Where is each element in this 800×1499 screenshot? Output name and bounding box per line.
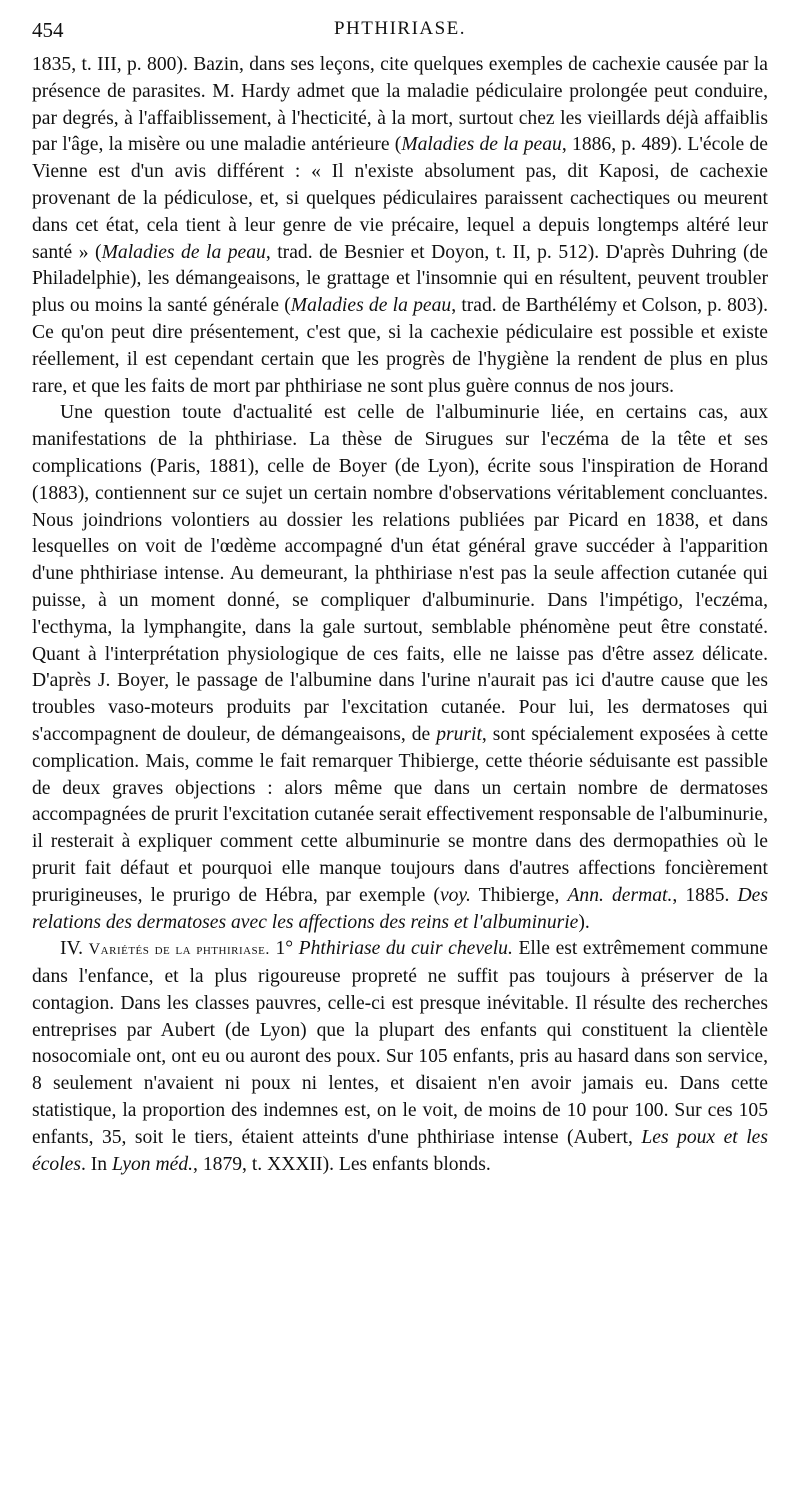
paragraph bbox=[32, 400, 768, 936]
text-run: 1° bbox=[269, 938, 299, 960]
text-run: , trad. de Barthélémy et Colson, p. 803). Ce qu'on peut dire présentement, c'est que, si la cachexie pédiculaire est possible et existe réellement, il est cependant certain que les progrès de l'hygiène la rendent de plus en plus rare, et que les faits de mort par phthiriase ne sont plus guère connus de nos jours. bbox=[32, 295, 768, 397]
paragraph bbox=[32, 52, 768, 400]
italic-text: prurit bbox=[436, 723, 482, 745]
text-run: Elle est extrêmement commune dans l'enfance, et la plus rigoureuse propreté ne suffit pas toujours à préserver de la contagion. Dans les classes pauvres, celle-ci est presque inévitable. Il résulte des recherches entreprises par Aubert (de Lyon) que la plupart des enfants qui constituent la clientèle nosocomiale ont, ont eu ou auront des poux. Sur 105 enfants, pris au hasard dans son service, 8 seulement n'avaient ni poux ni lentes, et disaient n'en avoir jamais eu. Dans cette statistique, la proportion des indemnes est, on le voit, de moins de 10 pour 100. Sur ces 105 enfants, 35, soit le tiers, étaient atteints d'une phthiriase intense (Aubert, bbox=[32, 938, 769, 1148]
italic-text: Phthiriase du cuir chevelu. bbox=[298, 938, 513, 960]
section-heading: Variétés de la phthiriase. bbox=[88, 941, 270, 959]
text-run: , 1886, p. 489). L'école de Vienne est d'un avis différent : « Il n'existe absolument pas, dit Kaposi, de cachexie provenant de la pédiculose, et, si quelques pédiculaires paraissent cachectiques ou meurent dans cet état, cela tient à leur genre de vie précaire, lequel a depuis longtemps altéré leur santé » ( bbox=[32, 134, 768, 263]
text-run: , trad. de Besnier et Doyon, t. II, p. 512). D'après Duhring (de Philadelphie), les démangeaisons, le grattage et l'insomnie qui en résultent, peuvent troubler plus ou moins la santé générale ( bbox=[32, 241, 768, 317]
italic-text: Des relations des dermatoses avec les affections des reins et l'albuminurie bbox=[32, 884, 768, 933]
italic-text: Maladies de la peau bbox=[401, 134, 562, 156]
text-run: , 1885. bbox=[672, 884, 738, 906]
italic-text: Ann. dermat. bbox=[567, 884, 673, 906]
text-run: Thibierge, bbox=[470, 884, 568, 906]
paragraph bbox=[32, 936, 768, 1178]
italic-text: Lyon méd. bbox=[112, 1153, 194, 1175]
book-page bbox=[32, 18, 768, 1178]
text-run: 1835, t. III, p. 800). Bazin, dans ses leçons, cite quelques exemples de cachexie causée par la présence de parasites. M. Hardy admet que la maladie pédiculaire prolongée peut conduire, par degrés, à l'affaiblissement, à l'hecticité, à la mort, surtout chez les vieillards déjà affaiblis par l'âge, la misère ou une maladie antérieure ( bbox=[32, 54, 768, 156]
body-text bbox=[32, 52, 768, 1178]
italic-text: voy. bbox=[439, 884, 471, 906]
text-run: , 1879, t. XXXII). Les enfants blonds. bbox=[193, 1153, 491, 1175]
page-number: 454 bbox=[32, 18, 64, 42]
running-title: PHTHIRIASE. bbox=[333, 18, 467, 39]
text-run: IV. bbox=[60, 938, 89, 960]
text-run: . In bbox=[80, 1153, 112, 1175]
running-head bbox=[32, 18, 768, 52]
italic-text: Maladies de la peau bbox=[101, 241, 266, 263]
italic-text: Maladies de la peau bbox=[290, 295, 452, 317]
text-run: ). bbox=[578, 911, 590, 933]
italic-text: Les poux et les écoles bbox=[32, 1126, 768, 1175]
text-run: Une question toute d'actualité est celle de l'albuminurie liée, en certains cas, aux manifestations de la phthiriase. La thèse de Sirugues sur l'eczéma de la tête et ses complications (Paris, 1881), celle de Boyer (de Lyon), écrite sous l'inspiration de Horand (1883), contiennent sur ce sujet un certain nombre d'observations véritablement concluantes. Nous joindrions volontiers au dossier les relations publiées par Picard en 1838, et dans lesquelles on voit de l'œdème accompagné d'un état général grave succéder à l'apparition d'une phthiriase intense. Au demeurant, la phthiriase n'est pas la seule affection cutanée qui puisse, à un moment donné, se compliquer d'albuminurie. Dans l'impétigo, l'eczéma, l'ecthyma, la lymphangite, dans la gale surtout, semblable phénomène peut être constaté. Quant à l'interprétation physiologique de ces faits, elle ne laisse pas d'être assez délicate. D'après J. Boyer, le passage de l'albumine dans l'urine n'aurait pas ici d'autre cause que les troubles vaso-moteurs produits par l'excitation cutanée. Pour lui, les dermatoses qui s'accompagnent de douleur, de démangeaisons, de bbox=[32, 402, 768, 745]
text-run: , sont spécialement exposées à cette complication. Mais, comme le fait remarquer Thibierge, cette théorie séduisante est passible de deux graves objections : alors même que dans un certain nombre de dermatoses accompagnées de prurit l'excitation cutanée serait effectivement responsable de l'albuminurie, il resterait à expliquer comment cette albuminurie se montre dans des dermopathies où le prurit fait défaut et pourquoi elle manque toujours dans d'autres affections foncièrement prurigineuses, le prurigo de Hébra, par exemple ( bbox=[32, 723, 769, 906]
